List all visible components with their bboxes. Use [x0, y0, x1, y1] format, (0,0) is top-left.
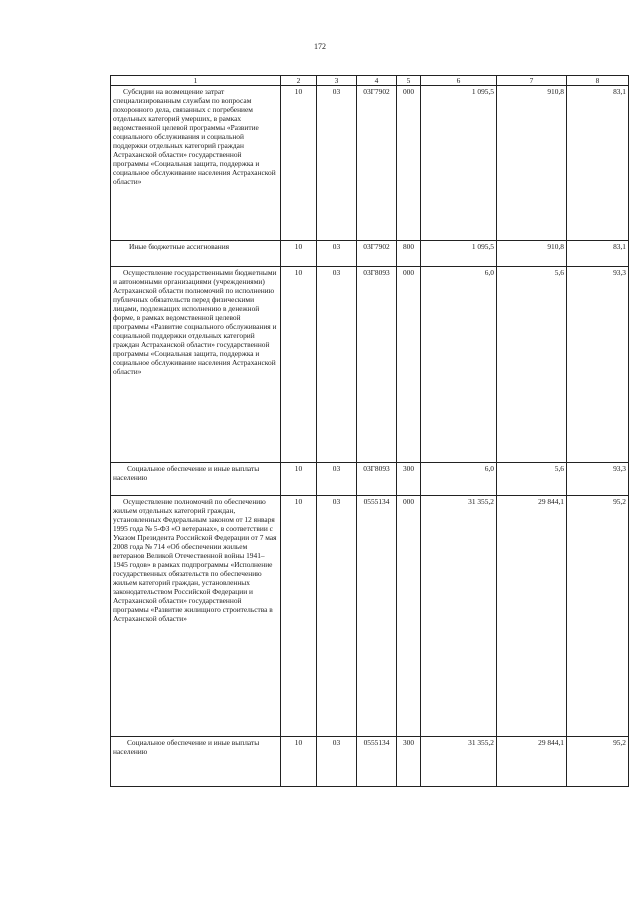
row-podrazdel: 03 — [317, 463, 357, 496]
row-percent: 83,1 — [567, 86, 629, 241]
row-razdel: 10 — [281, 463, 317, 496]
header-cell-6: 6 — [421, 76, 497, 86]
row-razdel: 10 — [281, 86, 317, 241]
header-cell-5: 5 — [397, 76, 421, 86]
row-percent: 83,1 — [567, 241, 629, 267]
row-name: Социальное обеспечение и иные выплаты населению — [111, 737, 281, 787]
row-percent: 93,3 — [567, 463, 629, 496]
budget-table — [110, 75, 629, 787]
row-name: Осуществление полномочий по обеспечению жильем отдельных категорий граждан, установленных Федеральным законом от 12 января 1995 года № 5-ФЗ «О ветеранах», в соответствии с Указом Президента Российской Федерации от 7 мая 2008 года № 714 «Об обеспечении жильем ветеранов Великой Отечественной войны 1941–1945 годов» в рамках подпрограммы «Исполнение государственных обязательств по обеспечению жильем категорий граждан, установленных законодательством Российской Федерации и Астраханской области» государственной программы «Развитие жилищного строительства в Астраханской области» — [111, 496, 281, 737]
row-vr: 000 — [397, 86, 421, 241]
table-row — [111, 737, 629, 787]
row-podrazdel: 03 — [317, 86, 357, 241]
row-plan: 6,0 — [421, 463, 497, 496]
table-row — [111, 241, 629, 267]
header-cell-2: 2 — [281, 76, 317, 86]
row-vr: 300 — [397, 737, 421, 787]
row-fact: 29 844,1 — [497, 737, 567, 787]
table-row — [111, 267, 629, 463]
row-csr: 0555134 — [357, 737, 397, 787]
row-podrazdel: 03 — [317, 737, 357, 787]
header-row — [111, 76, 629, 86]
row-fact: 29 844,1 — [497, 496, 567, 737]
row-razdel: 10 — [281, 241, 317, 267]
row-podrazdel: 03 — [317, 267, 357, 463]
row-name: Иные бюджетные ассигнования — [111, 241, 281, 267]
table-row — [111, 463, 629, 496]
row-fact: 910,8 — [497, 241, 567, 267]
header-cell-1: 1 — [111, 76, 281, 86]
row-podrazdel: 03 — [317, 241, 357, 267]
row-razdel: 10 — [281, 737, 317, 787]
row-csr: 03Г7902 — [357, 241, 397, 267]
page-number: 172 — [314, 42, 326, 51]
row-name: Осуществление государственными бюджетными и автономными организациями (учреждениями) Астраханской области полномочий по исполнению публичных обязательств перед физическими лицами, подлежащих исполнению в денежной форме, в рамках ведомственной целевой программы «Развитие социального обслуживания и социальной поддержки отдельных категорий граждан Астраханской области» государственной программы «Социальная защита, поддержка и социальное обслуживание населения Астраханской области» — [111, 267, 281, 463]
row-podrazdel: 03 — [317, 496, 357, 737]
row-percent: 93,3 — [567, 267, 629, 463]
row-fact: 910,8 — [497, 86, 567, 241]
header-cell-7: 7 — [497, 76, 567, 86]
row-fact: 5,6 — [497, 463, 567, 496]
row-percent: 95,2 — [567, 496, 629, 737]
header-cell-8: 8 — [567, 76, 629, 86]
row-razdel: 10 — [281, 267, 317, 463]
row-plan: 6,0 — [421, 267, 497, 463]
row-plan: 31 355,2 — [421, 496, 497, 737]
row-vr: 000 — [397, 267, 421, 463]
row-vr: 000 — [397, 496, 421, 737]
table-row — [111, 496, 629, 737]
row-csr: 03Г8093 — [357, 267, 397, 463]
row-plan: 1 095,5 — [421, 241, 497, 267]
row-csr: 03Г7902 — [357, 86, 397, 241]
table-row — [111, 86, 629, 241]
header-cell-4: 4 — [357, 76, 397, 86]
row-percent: 95,2 — [567, 737, 629, 787]
row-fact: 5,6 — [497, 267, 567, 463]
row-csr: 03Г8093 — [357, 463, 397, 496]
row-plan: 1 095,5 — [421, 86, 497, 241]
row-name: Социальное обеспечение и иные выплаты населению — [111, 463, 281, 496]
row-razdel: 10 — [281, 496, 317, 737]
row-csr: 0555134 — [357, 496, 397, 737]
row-vr: 800 — [397, 241, 421, 267]
row-plan: 31 355,2 — [421, 737, 497, 787]
row-vr: 300 — [397, 463, 421, 496]
header-cell-3: 3 — [317, 76, 357, 86]
row-name: Субсидии на возмещение затрат специализированным службам по вопросам похоронного дела, связанных с погребением отдельных категорий умерших, в рамках ведомственной целевой программы «Развитие социального обслуживания и социальной поддержки отдельных категорий граждан Астраханской области» государственной программы «Социальная защита, поддержка и социальное обслуживание населения Астраханской области» — [111, 86, 281, 241]
